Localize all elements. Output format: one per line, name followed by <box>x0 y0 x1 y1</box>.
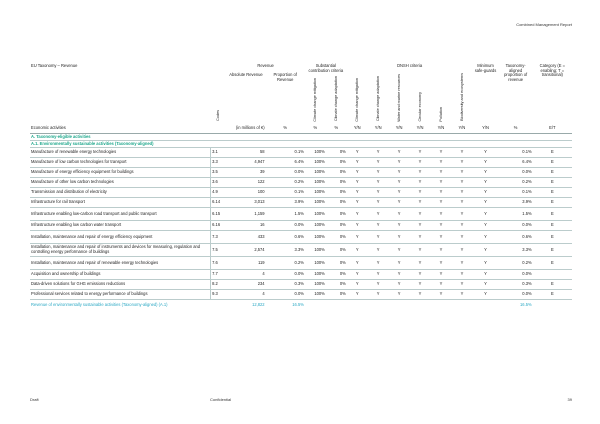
cell-d3: Y <box>389 244 410 257</box>
cell-d3: Y <box>389 198 410 208</box>
table-row <box>30 188 572 198</box>
cell-sc1: 100% <box>305 148 326 158</box>
cell-d5: Y <box>431 257 452 270</box>
cell-d4: Y <box>410 231 431 244</box>
cell-activity: Manufacture of renewable energy technologies <box>30 148 211 158</box>
cell-d4: Y <box>410 198 431 208</box>
unit-category: E/T <box>533 124 572 134</box>
cell-d2: Y <box>368 290 389 300</box>
cell-d5: Y <box>431 188 452 198</box>
cell-code: 9.3 <box>211 290 227 300</box>
cell-cat: E <box>533 244 572 257</box>
cell-prop: 6.4% <box>266 158 305 168</box>
cell-ms: Y <box>472 158 498 168</box>
cell-al: 0.0% <box>499 168 533 178</box>
cell-d6: Y <box>451 208 472 221</box>
cell-cat: E <box>533 178 572 188</box>
cell-sc2: 0% <box>326 168 347 178</box>
cell-d5: Y <box>431 221 452 231</box>
total-proportion: 16.5% <box>292 302 304 308</box>
cell-code: 6.14 <box>211 198 227 208</box>
cell-sc2: 0% <box>326 208 347 221</box>
cell-ms: Y <box>472 198 498 208</box>
footer-draft: Draft <box>30 397 39 402</box>
cell-code: 7.5 <box>211 244 227 257</box>
economic-activities-label: Economic activities <box>30 124 211 134</box>
cell-d2: Y <box>368 280 389 290</box>
cell-sc1: 100% <box>305 280 326 290</box>
cell-ms: Y <box>472 221 498 231</box>
cell-d3: Y <box>389 221 410 231</box>
cell-d1: Y <box>347 244 368 257</box>
cell-code: 6.16 <box>211 221 227 231</box>
table-row <box>30 257 572 270</box>
cell-ms: Y <box>472 231 498 244</box>
cell-abs: 122 <box>226 178 265 188</box>
cell-al: 0.6% <box>499 231 533 244</box>
section-a-heading: A. Taxonomy-eligible activities <box>30 134 572 141</box>
cell-al: 3.3% <box>499 244 533 257</box>
cell-code: 3.6 <box>211 178 227 188</box>
eu-taxonomy-revenue-table <box>30 64 572 311</box>
sc-adaptation-header: Climate change adaptation <box>334 76 339 122</box>
unit-aligned: % <box>499 124 533 134</box>
table-row <box>30 221 572 231</box>
cell-d5: Y <box>431 178 452 188</box>
cell-prop: 0.1% <box>266 188 305 198</box>
unit-safeguards: Y/N <box>472 124 498 134</box>
cell-cat: E <box>533 188 572 198</box>
cell-sc1: 100% <box>305 198 326 208</box>
cell-d2: Y <box>368 168 389 178</box>
cell-code: 7.3 <box>211 231 227 244</box>
cell-al: 0.3% <box>499 280 533 290</box>
cell-activity: Manufacture of other low carbon technologies <box>30 178 211 188</box>
cell-d6: Y <box>451 148 472 158</box>
cell-d5: Y <box>431 270 452 280</box>
cell-al: 6.4% <box>499 158 533 168</box>
cell-d5: Y <box>431 244 452 257</box>
cell-abs: 234 <box>226 280 265 290</box>
cell-d6: Y <box>451 231 472 244</box>
cell-d4: Y <box>410 257 431 270</box>
cell-d3: Y <box>389 148 410 158</box>
cell-ms: Y <box>472 208 498 221</box>
cell-d5: Y <box>431 148 452 158</box>
cell-d4: Y <box>410 148 431 158</box>
cell-d5: Y <box>431 158 452 168</box>
cell-cat: E <box>533 221 572 231</box>
cell-ms: Y <box>472 257 498 270</box>
cell-cat: E <box>533 280 572 290</box>
taxonomy-aligned-header: Taxonomy-aligned proportion of revenue <box>504 63 528 83</box>
cell-prop: 0.3% <box>266 280 305 290</box>
cell-prop: 0.1% <box>266 148 305 158</box>
cell-al: 0.0% <box>499 221 533 231</box>
cell-code: 3.1 <box>211 148 227 158</box>
cell-sc2: 0% <box>326 244 347 257</box>
unit-d2: Y/N <box>368 124 389 134</box>
cell-d2: Y <box>368 270 389 280</box>
table-row <box>30 231 572 244</box>
cell-code: 8.2 <box>211 280 227 290</box>
pollution-header: Pollution <box>438 106 443 122</box>
cell-d6: Y <box>451 178 472 188</box>
cell-abs: 4 <box>226 270 265 280</box>
unit-sc1: % <box>305 124 326 134</box>
cell-sc1: 100% <box>305 208 326 221</box>
circular-header: Circular economy <box>417 91 422 122</box>
cell-abs: 1,159 <box>226 208 265 221</box>
cell-sc1: 100% <box>305 244 326 257</box>
cell-d4: Y <box>410 280 431 290</box>
cell-abs: 100 <box>226 188 265 198</box>
cell-d6: Y <box>451 244 472 257</box>
revenue-group-header: Revenue <box>257 63 274 68</box>
cell-al: 0.1% <box>499 148 533 158</box>
cell-al: 0.0% <box>499 290 533 300</box>
cell-d3: Y <box>389 188 410 198</box>
cell-d3: Y <box>389 208 410 221</box>
cell-al: 0.1% <box>499 188 533 198</box>
table-row <box>30 280 572 290</box>
cell-sc2: 0% <box>326 198 347 208</box>
cell-d6: Y <box>451 270 472 280</box>
cell-prop: 0.2% <box>266 257 305 270</box>
substantial-contribution-header: Substantial contribution criteria <box>308 63 344 73</box>
cell-d6: Y <box>451 188 472 198</box>
cell-abs: 58 <box>226 148 265 158</box>
cell-d1: Y <box>347 257 368 270</box>
cell-abs: 4,947 <box>226 158 265 168</box>
cell-ms: Y <box>472 188 498 198</box>
cell-d5: Y <box>431 168 452 178</box>
cell-ms: Y <box>472 290 498 300</box>
cell-code: 7.7 <box>211 270 227 280</box>
unit-d6: Y/N <box>451 124 472 134</box>
cell-sc1: 100% <box>305 257 326 270</box>
cell-d1: Y <box>347 158 368 168</box>
cell-d1: Y <box>347 270 368 280</box>
cell-d3: Y <box>389 158 410 168</box>
cell-d6: Y <box>451 290 472 300</box>
cell-d3: Y <box>389 231 410 244</box>
cell-activity: Transmission and distribution of electricity <box>30 188 211 198</box>
cell-al: 0.0% <box>499 270 533 280</box>
cell-code: 6.15 <box>211 208 227 221</box>
codes-header: Codes <box>216 110 221 122</box>
cell-d4: Y <box>410 188 431 198</box>
footer-confidential: Confidential <box>210 397 232 402</box>
cell-d4: Y <box>410 208 431 221</box>
cell-sc2: 0% <box>326 158 347 168</box>
unit-d5: Y/N <box>431 124 452 134</box>
cell-prop: 0.0% <box>266 168 305 178</box>
biodiversity-header: Biodiversity and ecosystems <box>459 73 464 122</box>
table-row <box>30 208 572 221</box>
dnsh-mitigation-header: Climate change mitigation <box>355 77 360 122</box>
cell-prop: 1.5% <box>266 208 305 221</box>
cell-d5: Y <box>431 198 452 208</box>
cell-cat: E <box>533 158 572 168</box>
cell-d1: Y <box>347 290 368 300</box>
unit-absolute: (in millions of €) <box>226 124 265 134</box>
cell-sc2: 0% <box>326 148 347 158</box>
cell-sc2: 0% <box>326 178 347 188</box>
cell-abs: 433 <box>226 231 265 244</box>
cell-d2: Y <box>368 208 389 221</box>
cell-abs: 4 <box>226 290 265 300</box>
cell-d6: Y <box>451 198 472 208</box>
cell-d4: Y <box>410 244 431 257</box>
table-row <box>30 244 572 257</box>
cell-d2: Y <box>368 198 389 208</box>
cell-ms: Y <box>472 270 498 280</box>
cell-activity: Installation, maintenance and repair of instruments and devices for measuring, regulation and controlling energy performance of buildings <box>30 244 211 257</box>
cell-cat: E <box>533 198 572 208</box>
cell-prop: 0.0% <box>266 290 305 300</box>
cell-prop: 0.0% <box>266 221 305 231</box>
cell-ms: Y <box>472 244 498 257</box>
absolute-revenue-header: Absolute Revenue <box>229 72 263 78</box>
cell-sc2: 0% <box>326 290 347 300</box>
minimum-safeguards-header: Minimum safe-guards <box>474 63 497 73</box>
cell-d6: Y <box>451 221 472 231</box>
unit-sc2: % <box>326 124 347 134</box>
table-row <box>30 270 572 280</box>
cell-d2: Y <box>368 257 389 270</box>
cell-d4: Y <box>410 178 431 188</box>
cell-d4: Y <box>410 290 431 300</box>
water-header: Water and marine resources <box>397 73 402 122</box>
cell-d1: Y <box>347 231 368 244</box>
cell-d2: Y <box>368 158 389 168</box>
proportion-revenue-header: Proportion of Revenue <box>273 72 297 83</box>
cell-sc1: 100% <box>305 188 326 198</box>
table-row <box>30 148 572 158</box>
cell-d1: Y <box>347 168 368 178</box>
cell-d2: Y <box>368 148 389 158</box>
cell-activity: Manufacture of energy efficiency equipment for buildings <box>30 168 211 178</box>
cell-sc2: 0% <box>326 280 347 290</box>
cell-d1: Y <box>347 198 368 208</box>
cell-d6: Y <box>451 257 472 270</box>
cell-activity: Infrastructure enabling low carbon water transport <box>30 221 211 231</box>
table-row <box>30 178 572 188</box>
cell-d2: Y <box>368 178 389 188</box>
cell-d5: Y <box>431 231 452 244</box>
unit-proportion: % <box>266 124 305 134</box>
cell-al: 1.5% <box>499 208 533 221</box>
cell-activity: Installation, maintenance and repair of energy efficiency equipment <box>30 231 211 244</box>
report-header-title: Combined Management Report <box>516 22 572 27</box>
cell-code: 7.6 <box>211 257 227 270</box>
cell-d1: Y <box>347 208 368 221</box>
cell-d3: Y <box>389 270 410 280</box>
cell-sc1: 100% <box>305 178 326 188</box>
cell-activity: Installation, maintenance and repair of renewable energy technologies <box>30 257 211 270</box>
cell-sc1: 100% <box>305 221 326 231</box>
cell-cat <box>533 270 572 280</box>
cell-prop: 3.9% <box>266 198 305 208</box>
cell-sc1: 100% <box>305 270 326 280</box>
cell-d5: Y <box>431 290 452 300</box>
cell-d2: Y <box>368 188 389 198</box>
table-row <box>30 290 572 300</box>
section-a1-heading: A.1. Environmentally sustainable activities (Taxonomy-aligned) <box>30 141 572 148</box>
cell-activity: Data-driven solutions for GHG emissions reductions <box>30 280 211 290</box>
cell-d3: Y <box>389 280 410 290</box>
cell-d4: Y <box>410 168 431 178</box>
cell-code: 3.5 <box>211 168 227 178</box>
cell-cat: E <box>533 148 572 158</box>
cell-d4: Y <box>410 158 431 168</box>
cell-d2: Y <box>368 231 389 244</box>
cell-d3: Y <box>389 178 410 188</box>
total-aligned: 16.5% <box>520 302 532 308</box>
cell-d1: Y <box>347 188 368 198</box>
cell-abs: 119 <box>226 257 265 270</box>
cell-ms: Y <box>472 148 498 158</box>
cell-ms: Y <box>472 178 498 188</box>
cell-sc1: 100% <box>305 231 326 244</box>
table-row <box>30 168 572 178</box>
cell-d3: Y <box>389 257 410 270</box>
cell-activity: Infrastructure for rail transport <box>30 198 211 208</box>
cell-prop: 0.6% <box>266 231 305 244</box>
cell-d5: Y <box>431 208 452 221</box>
cell-d6: Y <box>451 280 472 290</box>
cell-al: 0.2% <box>499 257 533 270</box>
cell-cat: E <box>533 257 572 270</box>
cell-sc2: 0% <box>326 231 347 244</box>
cell-cat: E <box>533 208 572 221</box>
cell-d2: Y <box>368 221 389 231</box>
cell-activity: Manufacture of low carbon technologies for transport <box>30 158 211 168</box>
cell-activity: Infrastructure enabling low-carbon road transport and public transport <box>30 208 211 221</box>
cell-sc1: 100% <box>305 290 326 300</box>
cell-code: 3.3 <box>211 158 227 168</box>
cell-prop: 0.0% <box>266 270 305 280</box>
total-absolute: 12,822 <box>252 302 265 308</box>
cell-d4: Y <box>410 221 431 231</box>
dnsh-adaptation-header: Climate change adaptation <box>376 76 381 122</box>
cell-sc2: 0% <box>326 270 347 280</box>
cell-sc1: 100% <box>305 158 326 168</box>
cell-sc1: 100% <box>305 168 326 178</box>
unit-d1: Y/N <box>347 124 368 134</box>
cell-d4: Y <box>410 270 431 280</box>
cell-activity: Professional services related to energy performance of buildings <box>30 290 211 300</box>
table-row <box>30 198 572 208</box>
cell-d3: Y <box>389 290 410 300</box>
cell-d1: Y <box>347 221 368 231</box>
cell-d5: Y <box>431 280 452 290</box>
sc-mitigation-header: Climate change mitigation <box>313 77 318 122</box>
unit-d4: Y/N <box>410 124 431 134</box>
category-header: Category (E = enabling; T = transitional) <box>539 63 565 78</box>
cell-al: 3.9% <box>499 198 533 208</box>
cell-activity: Acquisition and ownership of buildings <box>30 270 211 280</box>
page-number: 39 <box>567 397 572 402</box>
cell-d2: Y <box>368 244 389 257</box>
cell-sc2: 0% <box>326 257 347 270</box>
cell-sc2: 0% <box>326 188 347 198</box>
cell-d3: Y <box>389 168 410 178</box>
cell-al: 0.2% <box>499 178 533 188</box>
cell-d6: Y <box>451 158 472 168</box>
cell-code: 4.9 <box>211 188 227 198</box>
cell-cat: E <box>533 290 572 300</box>
cell-d6: Y <box>451 168 472 178</box>
cell-cat: E <box>533 231 572 244</box>
total-label: Revenue of environmentally sustainable activities (Taxonomy-aligned) (A.1) <box>31 302 168 308</box>
cell-d1: Y <box>347 148 368 158</box>
cell-abs: 16 <box>226 221 265 231</box>
cell-cat: E <box>533 168 572 178</box>
cell-ms: Y <box>472 280 498 290</box>
table-title: EU Taxonomy – Revenue <box>31 63 78 68</box>
cell-sc2: 0% <box>326 221 347 231</box>
cell-ms: Y <box>472 168 498 178</box>
cell-prop: 0.2% <box>266 178 305 188</box>
cell-d1: Y <box>347 178 368 188</box>
cell-abs: 3,013 <box>226 198 265 208</box>
table-row <box>30 158 572 168</box>
cell-d1: Y <box>347 280 368 290</box>
unit-d3: Y/N <box>389 124 410 134</box>
cell-prop: 3.3% <box>266 244 305 257</box>
dnsh-criteria-header: DNSH criteria <box>397 63 423 68</box>
cell-abs: 39 <box>226 168 265 178</box>
cell-abs: 2,574 <box>226 244 265 257</box>
